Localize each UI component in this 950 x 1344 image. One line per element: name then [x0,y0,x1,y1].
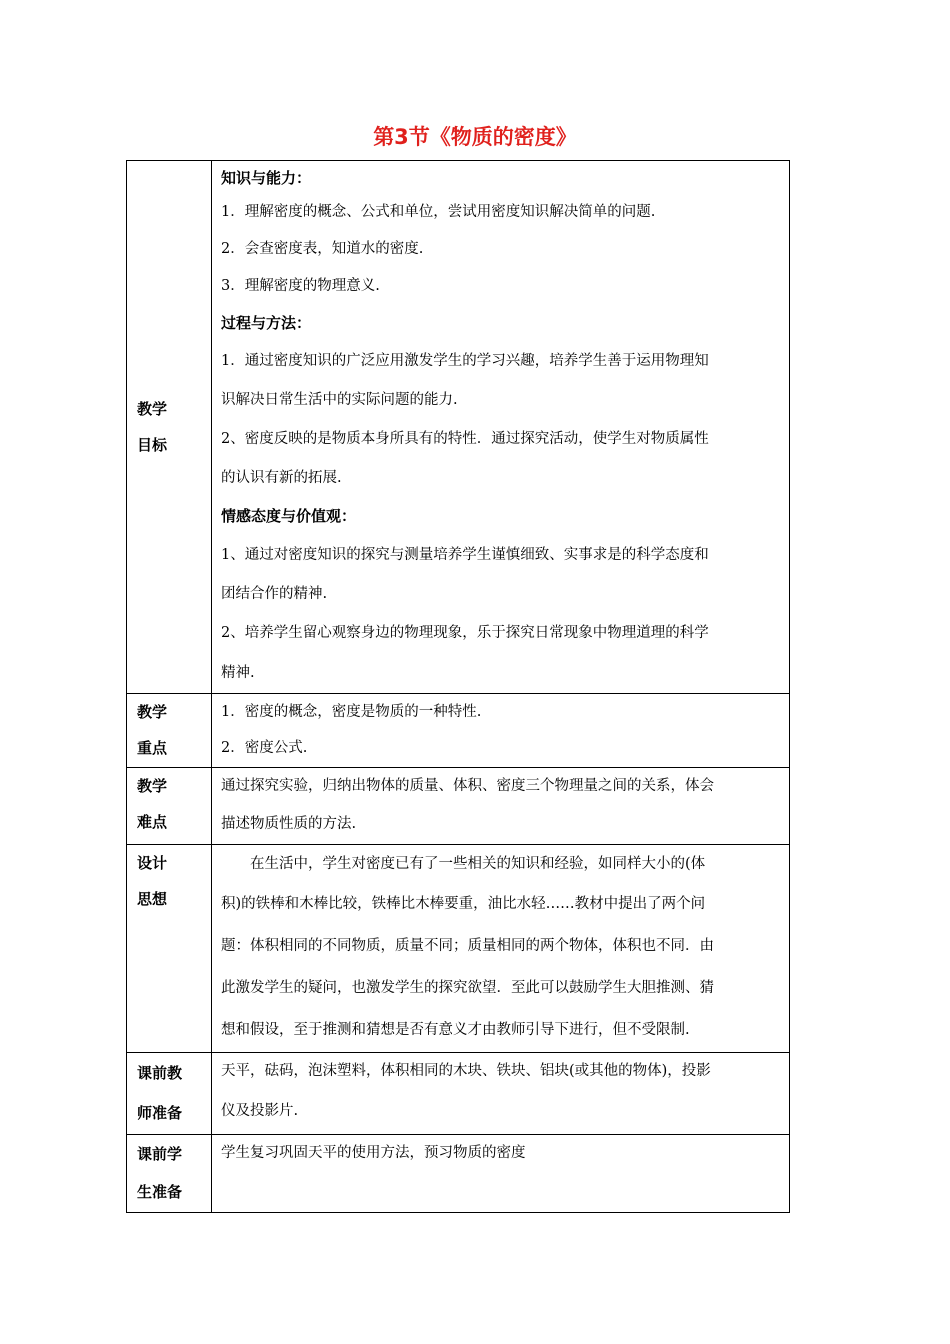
text-line: 1．密度的概念，密度是物质的一种特性. [221,704,482,720]
row-content-key-points [212,694,790,768]
text-line: 识解决日常生活中的实际问题的能力. [221,392,458,408]
row-content-design [212,845,790,1053]
text-line: 1．通过密度知识的广泛应用激发学生的学习兴趣，培养学生善于运用物理知 [221,353,709,369]
row-label-difficulties [127,768,212,845]
row-label-line: 生准备 [137,1183,183,1201]
row-label-student-prep [127,1135,212,1213]
text-line: 仪及投影片. [221,1103,299,1119]
text-line: 团结合作的精神. [221,586,328,602]
text-line: 想和假设，至于推测和猜想是否有意义才由教师引导下进行，但不受限制. [221,1022,690,1038]
text-line: 天平，砝码，泡沫塑料，体积相同的木块、铁块、铝块(或其他的物体)，投影 [221,1063,711,1079]
lesson-plan-table [126,160,790,1213]
text-line: 1、通过对密度知识的探究与测量培养学生谨慎细致、实事求是的科学态度和 [221,547,709,563]
text-line: 在生活中，学生对密度已有了一些相关的知识和经验，如同样大小的(体 [250,856,706,872]
row-label-objectives [127,161,212,694]
table-row-teacher-prep [127,1053,790,1135]
row-label-line: 目标 [137,436,168,454]
row-label-line: 教学 [137,777,168,795]
text-line: 积)的铁棒和木棒比较，铁棒比木棒要重，油比水轻……教材中提出了两个问 [221,896,706,912]
table-row-student-prep [127,1135,790,1213]
text-line: 2、培养学生留心观察身边的物理现象，乐于探究日常现象中物理道理的科学 [221,625,709,641]
row-content-student-prep [212,1135,790,1213]
row-label-key-points [127,694,212,768]
row-label-line: 思想 [137,890,168,908]
text-line: 2、密度反映的是物质本身所具有的特性．通过探究活动，使学生对物质属性 [221,431,709,447]
row-label-line: 教学 [137,400,168,418]
text-line: 3．理解密度的物理意义. [221,278,380,294]
text-line: 2．会查密度表，知道水的密度. [221,241,424,257]
text-line: 通过探究实验，归纳出物体的质量、体积、密度三个物理量之间的关系，体会 [221,778,714,794]
row-label-line: 设计 [137,854,168,872]
text-line: 1．理解密度的概念、公式和单位，尝试用密度知识解决简单的问题. [221,204,656,220]
table-row-design [127,845,790,1053]
row-label-line: 课前教 [137,1064,183,1082]
row-label-line: 难点 [137,813,168,831]
row-label-teacher-prep [127,1053,212,1135]
row-label-line: 课前学 [137,1145,183,1163]
text-line: 题：体积相同的不同物质，质量不同；质量相同的两个物体，体积也不同．由 [221,938,714,954]
row-label-line: 重点 [137,739,168,757]
text-line: 精神. [221,665,255,681]
row-content-objectives [212,161,790,694]
section-heading-knowledge: 知识与能力： [221,169,312,187]
table-row-key-points [127,694,790,768]
text-line: 此激发学生的疑问，也激发学生的探究欲望．至此可以鼓励学生大胆推测、猜 [221,980,714,996]
text-line: 2．密度公式. [221,740,308,756]
text-line: 的认识有新的拓展. [221,470,342,486]
table-row-objectives [127,161,790,694]
table-row-difficulties [127,768,790,845]
page-title: 第3节《物质的密度》 [373,125,577,149]
text-line: 学生复习巩固天平的使用方法，预习物质的密度 [221,1145,526,1161]
row-label-line: 师准备 [137,1104,183,1122]
section-heading-emotion: 情感态度与价值观： [221,507,357,525]
row-content-difficulties [212,768,790,845]
row-label-line: 教学 [137,703,168,721]
section-heading-process: 过程与方法： [221,314,312,332]
row-content-teacher-prep [212,1053,790,1135]
text-line: 描述物质性质的方法. [221,816,357,832]
row-label-design [127,845,212,1053]
